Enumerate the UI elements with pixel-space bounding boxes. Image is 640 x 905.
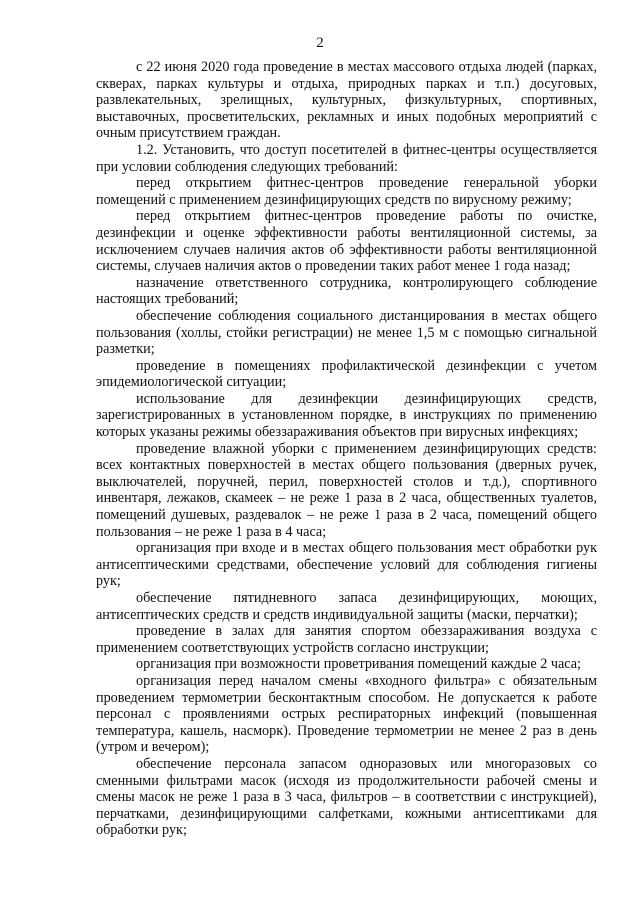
document-body: [96, 59, 597, 839]
paragraph: назначение ответственного сотрудника, контролирующего соблюдение настоящих требований;: [96, 274, 597, 308]
paragraph: 1.2. Установить, что доступ посетителей в фитнес-центры осуществляется при условии соблюдения следующих требований:: [96, 141, 597, 175]
paragraph: перед открытием фитнес-центров проведение работы по очистке, дезинфекции и оценке эффективности работы вентиляционной системы, за исключением случаев наличия актов об эффективности работы вентиляционной системы, случаев наличия актов о проведении таких работ менее 1 года назад;: [96, 208, 597, 275]
paragraph: проведение в залах для занятия спортом обеззараживания воздуха с применением соответствующих устройств согласно инструкции;: [96, 623, 597, 656]
paragraph: проведение в помещениях профилактической дезинфекции с учетом эпидемиологической ситуации;: [96, 357, 597, 391]
paragraph: с 22 июня 2020 года проведение в местах массового отдыха людей (парках, скверах, парках культуры и отдыха, природных парках и т.п.) досуговых, развлекательных, зрелищных, культурных, физкультурных, спортивных, выставочных, просветительских, рекламных и иных подобных мероприятий с очным присутствием граждан.: [96, 59, 597, 142]
page-number: 2: [316, 35, 324, 51]
paragraph: перед открытием фитнес-центров проведение генеральной уборки помещений с применением дезинфицирующих средств по вирусному режиму;: [96, 175, 597, 208]
paragraph: обеспечение пятидневного запаса дезинфицирующих, моющих, антисептических средств и средств индивидуальной защиты (маски, перчатки);: [96, 590, 597, 623]
paragraph: обеспечение соблюдения социального дистанцирования в местах общего пользования (холлы, стойки регистрации) не менее 1,5 м с помощью сигнальной разметки;: [96, 307, 597, 358]
paragraph: организация при входе и в местах общего пользования мест обработки рук антисептическими средствами, обеспечение условий для соблюдения гигиены рук;: [96, 540, 597, 590]
paragraph: организация при возможности проветривания помещений каждые 2 часа;: [136, 656, 581, 673]
paragraph: использование для дезинфекции дезинфицирующих средств, зарегистрированных в установленном порядке, в инструкциях по применению которых указаны режимы обеззараживания объектов при вирусных инфекциях;: [96, 390, 597, 441]
paragraph: обеспечение персонала запасом одноразовых или многоразовых со сменными фильтрами масок (исходя из продолжительности рабочей смены и смены масок не реже 1 раза в 3 часа, фильтров – в соответствии с инструкцией), перчатками, дезинфицирующими салфетками, кожными антисептиками для обработки рук;: [96, 755, 597, 839]
paragraph: организация перед началом смены «входного фильтра» с обязательным проведением термометрии бесконтактным способом. Не допускается к работе персонал с проявлениями острых респираторных инфекций (повышенная температура, кашель, насморк). Проведение термометрии не менее 2 раз в день (утром и вечером);: [96, 672, 597, 756]
paragraph: проведение влажной уборки с применением дезинфицирующих средств: всех контактных поверхностей в местах общего пользования (дверных ручек, выключателей, поручней, перил, поверхностей столов и т.д.), спортивного инвентаря, лежаков, скамеек – не реже 1 раза в 2 часа, общественных туалетов, помещений душевых, раздевалок – не реже 1 раза в 2 часа, помещений общего пользования – не реже 1 раза в 4 часа;: [96, 440, 597, 540]
